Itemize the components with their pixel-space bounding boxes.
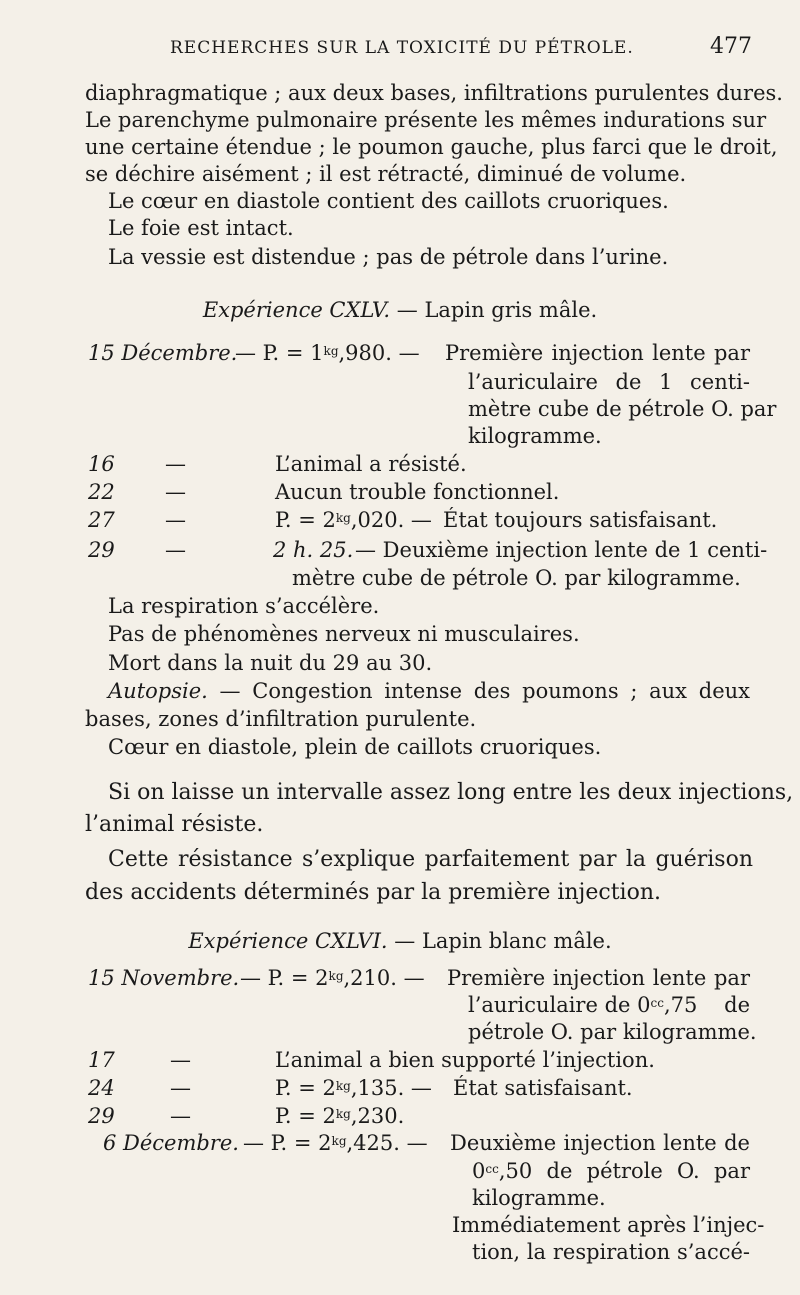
- entry-weight: [275, 507, 432, 533]
- weight-unit: kg: [328, 969, 344, 983]
- dose-prefix: l’auriculaire de 0: [468, 993, 651, 1017]
- dose-unit: cc: [650, 996, 664, 1010]
- weight-suffix: ,230.: [350, 1104, 405, 1128]
- text-line: Cette résistance s’explique parfaitement par la guérison: [108, 847, 753, 872]
- entry-text: Première injection lente par: [445, 341, 750, 365]
- weight-prefix: — P. = 2: [243, 1131, 332, 1155]
- entry-text-continued: kilogramme.: [468, 424, 602, 448]
- entry-date: 15 Novembre.: [88, 966, 240, 990]
- text-line: une certaine étendue ; le poumon gauche, plus farci que le droit,: [85, 135, 778, 159]
- running-header: [170, 34, 752, 68]
- text-line: Mort dans la nuit du 29 au 30.: [108, 651, 433, 675]
- entry-text: Première injection lente par: [447, 966, 750, 990]
- text-line: diaphragmatique ; aux deux bases, infiltrations purulentes dures.: [85, 81, 783, 105]
- dose-value: ,75: [663, 993, 698, 1017]
- experiment-title: Expérience CXLVI.: [188, 929, 388, 953]
- ditto-mark: —: [165, 508, 186, 532]
- text-line: Si on laisse un intervalle assez long entre les deux injections,: [108, 780, 794, 805]
- running-title: RECHERCHES SUR LA TOXICITÉ DU PÉTROLE.: [170, 38, 634, 58]
- weight-suffix: ,980. —: [338, 341, 420, 365]
- heading-dash: —: [394, 929, 416, 953]
- heading-dash: —: [396, 298, 418, 322]
- weight-unit: kg: [335, 1079, 351, 1093]
- text-line: Le cœur en diastole contient des caillots cruoriques.: [108, 189, 669, 213]
- experiment-heading: [0, 928, 800, 954]
- entry-text: — Deuxième injection lente de 1 centi-: [355, 538, 768, 562]
- autopsy-line: [108, 678, 750, 704]
- entry-text: État satisfaisant.: [453, 1076, 633, 1100]
- weight-suffix: ,210. —: [343, 966, 425, 990]
- page-number: 477: [710, 34, 752, 59]
- entry-day: 29: [88, 538, 115, 562]
- autopsy-text: — Congestion intense des poumons ; aux deux: [219, 679, 750, 703]
- experiment-subject: Lapin gris mâle.: [424, 298, 598, 322]
- weight-unit: kg: [335, 1107, 351, 1121]
- weight-suffix: ,020. —: [350, 508, 432, 532]
- weight-unit: kg: [331, 1134, 347, 1148]
- autopsy-label: Autopsie.: [108, 679, 208, 703]
- entry-text-continued: tion, la respiration s’accé-: [472, 1240, 750, 1264]
- entry-text-continued: mètre cube de pétrole O. par kilogramme.: [292, 566, 741, 590]
- ditto-mark: —: [165, 452, 186, 476]
- weight-prefix: — P. = 2: [240, 966, 329, 990]
- weight-suffix: ,135. —: [350, 1076, 432, 1100]
- text-line: se déchire aisément ; il est rétracté, diminué de volume.: [85, 162, 687, 186]
- entry-text: Aucun trouble fonctionnel.: [275, 480, 560, 504]
- dose-unit: cc: [485, 1162, 499, 1176]
- entry-text-continued: l’auriculaire de 1 centi-: [468, 370, 750, 394]
- dose-prefix: 0: [472, 1159, 486, 1183]
- weight-suffix: ,425. —: [346, 1131, 428, 1155]
- weight-prefix: P. = 2: [275, 508, 336, 532]
- text-line: Le parenchyme pulmonaire présente les mêmes indurations sur: [85, 108, 767, 132]
- entry-time: 2 h. 25.: [273, 538, 354, 562]
- entry-date: 15 Décembre.: [88, 341, 238, 365]
- entry-text-continued: pétrole O. par kilogramme.: [468, 1020, 757, 1044]
- entry-weight: [275, 1103, 404, 1129]
- text-line: Le foie est intact.: [108, 216, 294, 240]
- entry-weight: [235, 340, 420, 366]
- experiment-subject: Lapin blanc mâle.: [421, 929, 612, 953]
- text-line: des accidents déterminés par la première injection.: [85, 880, 661, 905]
- entry-text-continued: mètre cube de pétrole O. par: [468, 397, 777, 421]
- ditto-mark: —: [165, 538, 186, 562]
- text-line: bases, zones d’infiltration purulente.: [85, 707, 477, 731]
- entry-text: État toujours satisfaisant.: [443, 508, 718, 532]
- weight-unit: kg: [323, 344, 339, 358]
- text-line: La vessie est distendue ; pas de pétrole dans l’urine.: [108, 245, 669, 269]
- entry-day: 16: [88, 452, 115, 476]
- entry-day: 17: [88, 1048, 115, 1072]
- entry-text: L’animal a bien supporté l’injection.: [275, 1048, 655, 1072]
- entry-day: 24: [88, 1076, 115, 1100]
- entry-day: 22: [88, 480, 115, 504]
- text-line: l’animal résiste.: [85, 812, 264, 837]
- experiment-title: Expérience CXLV.: [202, 298, 391, 322]
- weight-prefix: P. = 2: [275, 1076, 336, 1100]
- ditto-mark: —: [170, 1076, 191, 1100]
- weight-prefix: — P. = 1: [235, 341, 324, 365]
- entry-weight: [240, 965, 425, 991]
- entry-day: 29: [88, 1104, 115, 1128]
- weight-prefix: P. = 2: [275, 1104, 336, 1128]
- entry-weight: [243, 1130, 428, 1156]
- entry-text: L’animal a résisté.: [275, 452, 467, 476]
- entry-weight: [275, 1075, 432, 1101]
- text-line: Pas de phénomènes nerveux ni musculaires.: [108, 622, 580, 646]
- text-line: La respiration s’accélère.: [108, 594, 380, 618]
- entry-text-continued: Immédiatement après l’injec-: [452, 1213, 765, 1237]
- ditto-mark: —: [170, 1048, 191, 1072]
- ditto-mark: —: [165, 480, 186, 504]
- entry-day: 27: [88, 508, 115, 532]
- dose-value: ,50 de pétrole O. par: [498, 1159, 750, 1183]
- entry-text: Deuxième injection lente de: [450, 1131, 750, 1155]
- entry-text-continued: [472, 1158, 750, 1184]
- ditto-mark: —: [170, 1104, 191, 1128]
- experiment-heading: [0, 297, 800, 323]
- weight-unit: kg: [335, 511, 351, 525]
- entry-text-continued: [468, 992, 750, 1018]
- entry-text-continued: kilogramme.: [472, 1186, 606, 1210]
- entry-date: 6 Décembre.: [103, 1131, 239, 1155]
- text-line: Cœur en diastole, plein de caillots cruoriques.: [108, 735, 602, 759]
- dose-suffix: de: [724, 993, 750, 1017]
